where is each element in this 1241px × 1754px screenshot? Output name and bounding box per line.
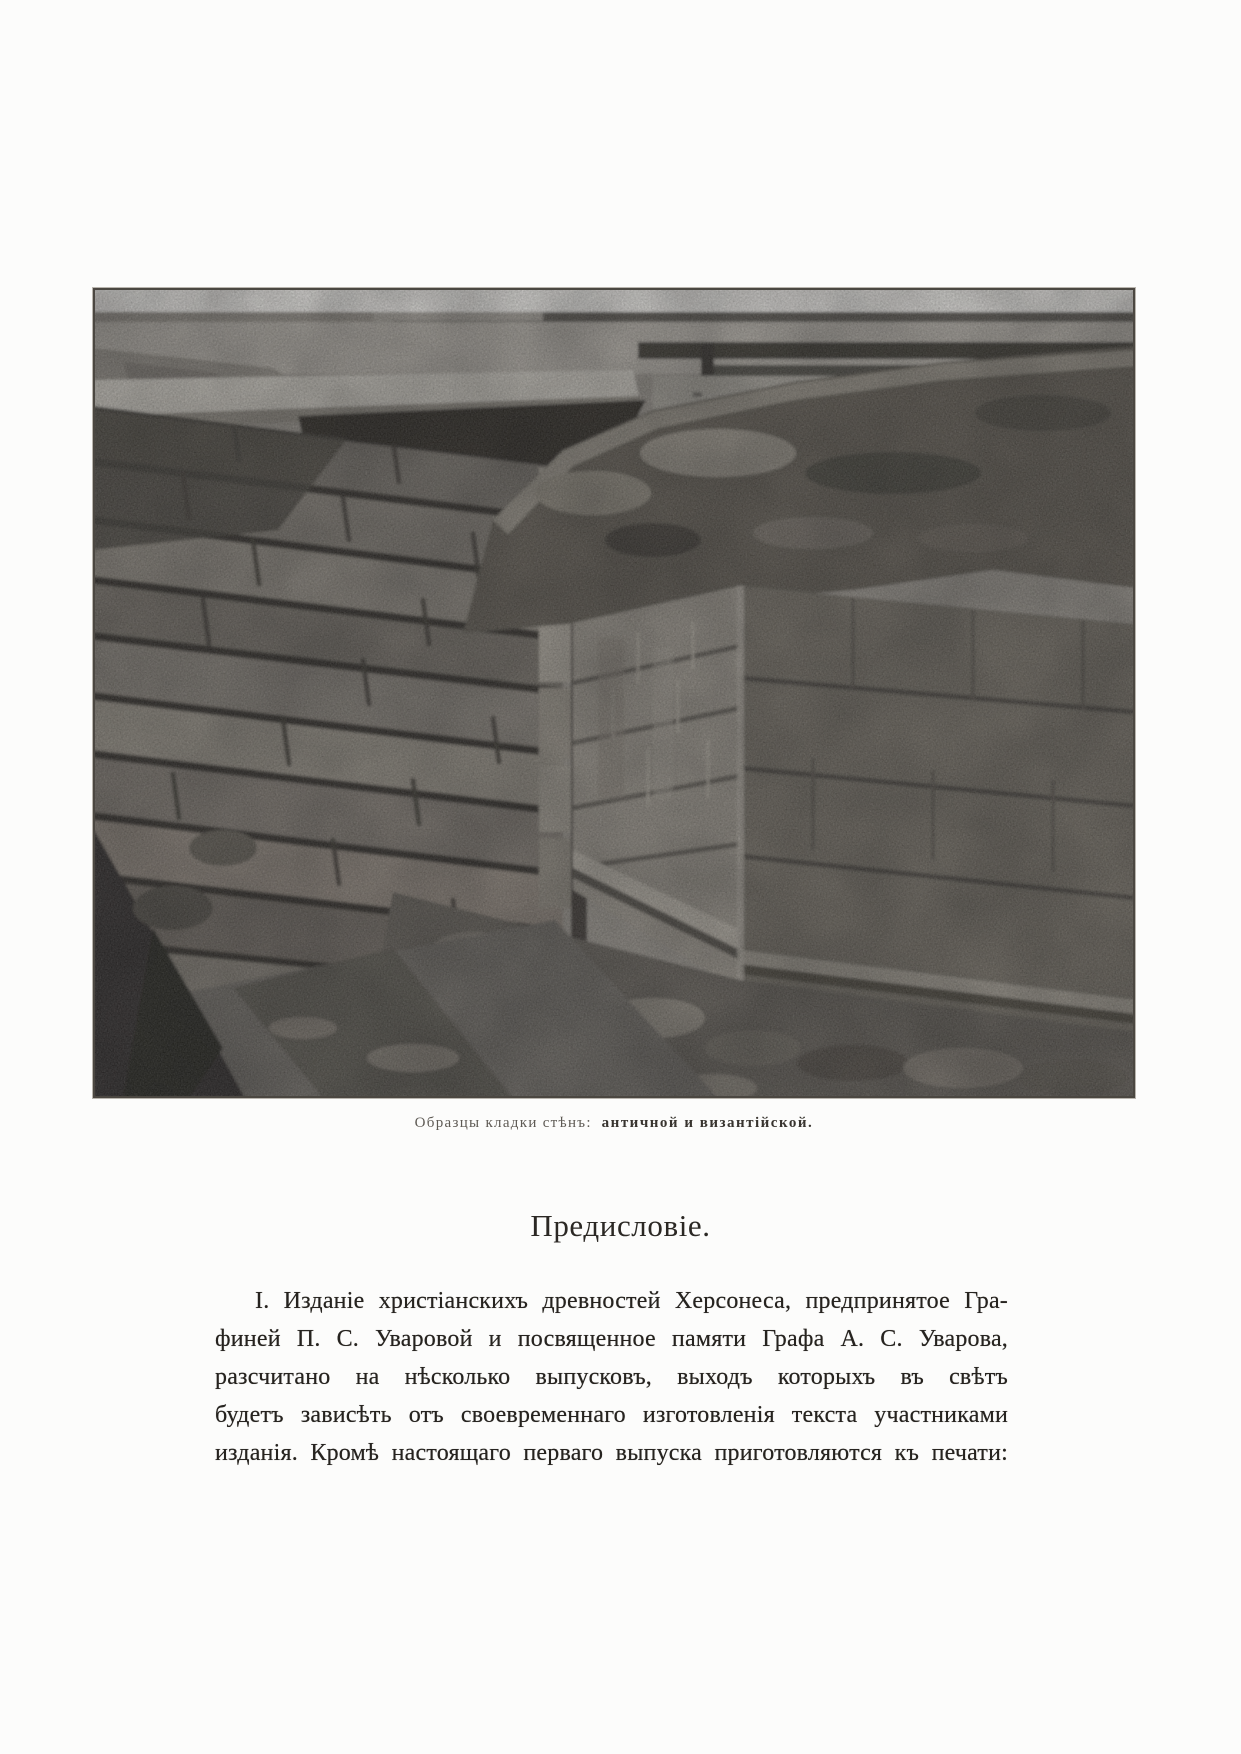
- caption-emphasis: античной и византійской.: [601, 1115, 814, 1131]
- photo-frame: [93, 288, 1135, 1098]
- preface-paragraph: [215, 1282, 1008, 1472]
- paragraph-line: будетъ зависѣть отъ своевременнаго изготовленія текста участниками: [215, 1402, 1008, 1428]
- photo-caption: [93, 1112, 1135, 1134]
- paragraph-line: I. Изданіе христіанскихъ древностей Херсонеса, предпринятое Гра-: [255, 1288, 1008, 1314]
- excavation-photo: [93, 288, 1135, 1098]
- paragraph-line: разсчитано на нѣсколько выпусковъ, выходъ которыхъ въ свѣтъ: [215, 1364, 1008, 1390]
- caption-lead: Образцы кладки стѣнъ:: [414, 1115, 592, 1131]
- page-title: Предисловіе.: [530, 1208, 711, 1243]
- paragraph-line: изданія. Кромѣ настоящаго перваго выпуска приготовляются къ печати:: [215, 1440, 1008, 1466]
- paragraph-line: финей П. С. Уваровой и посвященное памяти Графа А. С. Уварова,: [215, 1326, 1008, 1352]
